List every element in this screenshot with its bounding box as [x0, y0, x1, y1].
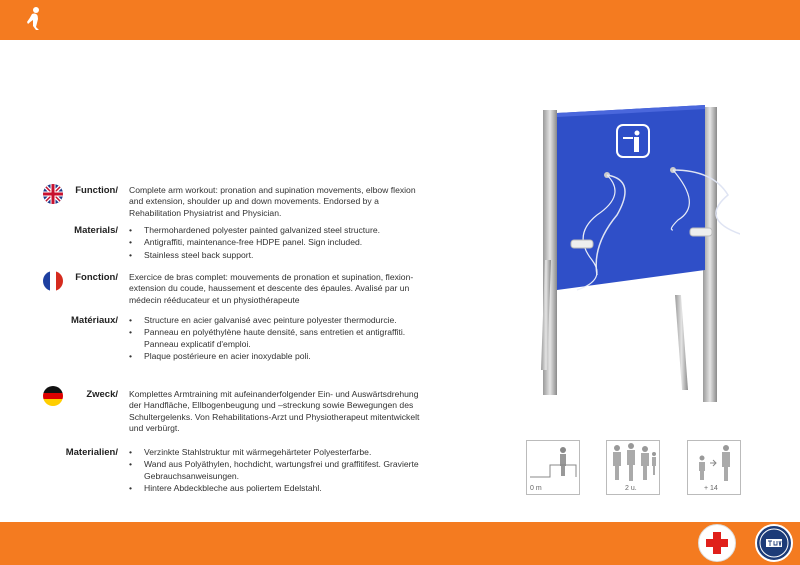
age-value: + 14 — [704, 485, 718, 492]
red-cross-badge — [698, 524, 736, 562]
list-item: • Plaque postérieure en acier inoxydable poli. — [129, 351, 429, 362]
tuv-certification-badge — [755, 524, 793, 562]
fr-materials-list — [129, 315, 429, 364]
list-item: • Structure en acier galvanisé avec peinture polyester thermodurcie. — [129, 315, 429, 326]
en-materials-label: Materials/ — [74, 225, 118, 236]
footer-bar — [0, 522, 800, 565]
height-pictogram — [526, 440, 580, 495]
de-function-label: Zweck/ — [86, 389, 118, 400]
list-item: • Panneau en polyéthylène haute densité, sans entretien et antigraffiti. Panneau explicatif d'emploi. — [129, 327, 429, 350]
fr-function-text: Exercice de bras complet: mouvements de pronation et supination, flexion-extension du coude, haussement et descente des épaules. Avalisé par un médecin rééducateur et un physiothérapeute — [129, 272, 414, 305]
users-value: 2 u. — [625, 485, 637, 492]
en-materials-list — [129, 225, 429, 262]
list-item: • Hintere Abdeckbleche aus poliertem Edelstahl. — [129, 483, 429, 494]
list-item: • Verzinkte Stahlstruktur mit wärmegehärteter Polyesterfarbe. — [129, 447, 429, 458]
height-figure-icon — [527, 441, 579, 481]
arm-trainer-illustration — [525, 105, 740, 410]
fr-function-label: Fonction/ — [75, 272, 118, 283]
age-figures-icon — [688, 441, 740, 483]
height-value: 0 m — [530, 485, 542, 492]
fr-materials-label: Matériaux/ — [71, 315, 118, 326]
de-materials-label: Materialien/ — [65, 447, 118, 458]
list-item: • Wand aus Polyäthylen, hochdicht, wartungsfrei und graffitifest. Gravierte Gebrauchsanweisungen. — [129, 459, 429, 482]
users-pictogram — [606, 440, 660, 495]
header-bar — [0, 0, 800, 40]
red-cross-icon — [699, 525, 735, 561]
de-function-text: Komplettes Armtraining mit aufeinanderfolgender Ein- und Auswärtsdrehung der Handfläche, Ellbogenbeugung und –streckung sowie Bewegungen des Schultergelenks. Von Rehabilitations-Arzt und Physiotherapeut mitentwickelt und verbürgt. — [129, 389, 420, 434]
figure-logo-icon — [22, 4, 48, 32]
list-item: • Antigraffiti, maintenance-free HDPE panel. Sign included. — [129, 237, 429, 248]
users-group-icon — [607, 441, 659, 483]
age-pictogram — [687, 440, 741, 495]
list-item: • Stainless steel back support. — [129, 250, 429, 261]
en-function-text: Complete arm workout: pronation and supination movements, elbow flexion and extension, shoulder up and down movements. Endorsed by a Rehabilitation Physiatrist and Physician. — [129, 185, 416, 218]
tuv-seal-icon — [757, 526, 791, 560]
list-item: • Thermohardened polyester painted galvanized steel structure. — [129, 225, 429, 236]
de-materials-list — [129, 447, 429, 496]
en-function-label: Function/ — [75, 185, 118, 196]
